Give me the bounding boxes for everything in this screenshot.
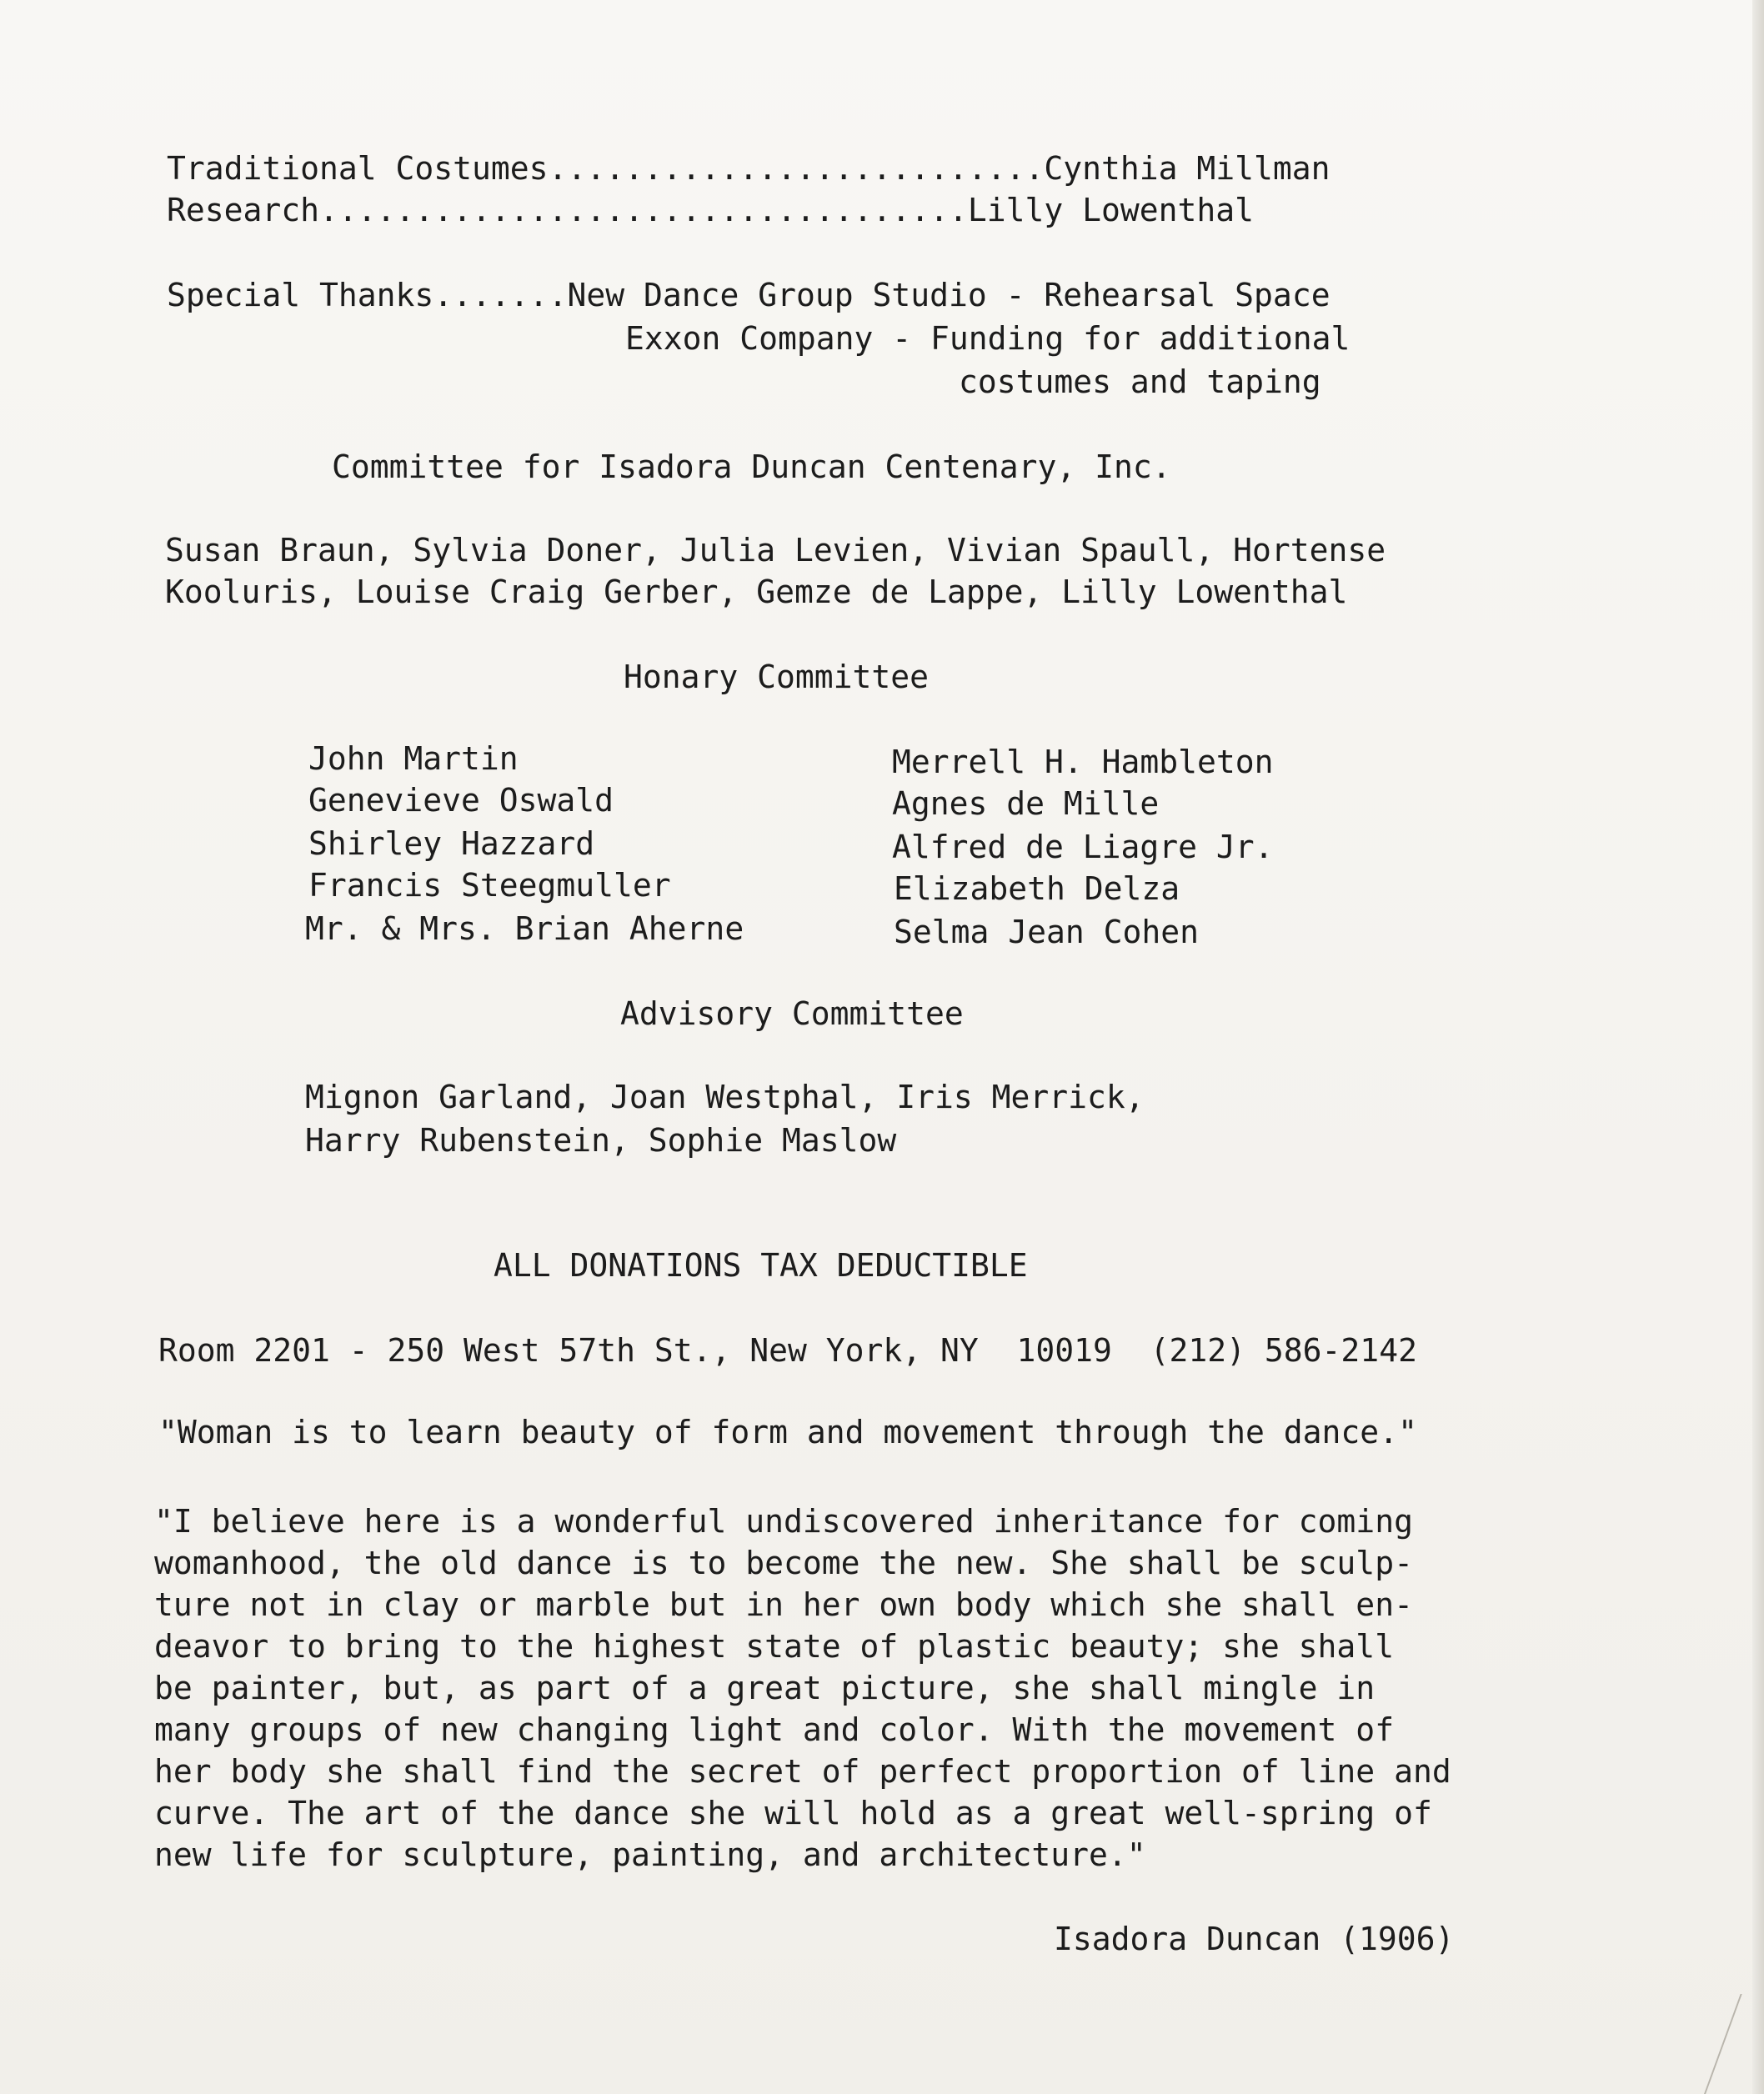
- donations-notice: ALL DONATIONS TAX DEDUCTIBLE: [494, 1247, 1028, 1284]
- honary-member-left: Mr. & Mrs. Brian Aherne: [305, 910, 744, 947]
- honary-member-right: Alfred de Liagre Jr.: [892, 829, 1274, 865]
- honary-member-right: Selma Jean Cohen: [894, 914, 1200, 950]
- special-thanks-dots: .......: [433, 277, 568, 313]
- quote-line: ture not in clay or marble but in her own body which she shall en-: [154, 1586, 1413, 1623]
- quote-long: [154, 1500, 1580, 1876]
- honary-member-left: Francis Steegmuller: [308, 867, 671, 904]
- special-thanks-studio: New Dance Group Studio - Rehearsal Space: [567, 277, 1331, 313]
- committee-title: Committee for Isadora Duncan Centenary, Inc.: [332, 448, 1171, 485]
- address-line: Room 2201 - 250 West 57th St., New York, NY 10019 (212) 586-2142: [158, 1332, 1417, 1369]
- corner-fold: [1704, 1994, 1764, 2094]
- honary-committee-title: Honary Committee: [624, 659, 930, 695]
- honary-member-right: Merrell H. Hambleton: [892, 744, 1274, 780]
- credit-costumes: [167, 150, 1331, 187]
- credit-dots: ..................................: [319, 192, 968, 228]
- advisory-committee-title: Advisory Committee: [620, 995, 964, 1032]
- credit-dots: ..........................: [548, 150, 1045, 187]
- credit-role: Research: [167, 192, 320, 228]
- quote-short: "Woman is to learn beauty of form and movement through the dance.": [158, 1414, 1417, 1450]
- quote-line: new life for sculpture, painting, and architecture.": [154, 1836, 1146, 1873]
- advisory-members-line1: Mignon Garland, Joan Westphal, Iris Merrick,: [305, 1079, 1145, 1115]
- special-thanks-line1: [167, 277, 1331, 313]
- quote-line: be painter, but, as part of a great picture, she shall mingle in: [154, 1670, 1376, 1706]
- credit-role: Traditional Costumes: [167, 150, 549, 187]
- quote-line: "I believe here is a wonderful undiscovered inheritance for coming: [154, 1503, 1413, 1540]
- honary-member-left: Shirley Hazzard: [308, 825, 595, 862]
- quote-line: many groups of new changing light and color. With the movement of: [154, 1711, 1395, 1748]
- quote-line: deavor to bring to the highest state of plastic beauty; she shall: [154, 1628, 1395, 1665]
- credit-research: [167, 192, 1254, 228]
- quote-line: her body she shall find the secret of perfect proportion of line and: [154, 1753, 1451, 1790]
- special-thanks-label: Special Thanks: [167, 277, 434, 313]
- committee-members-line2: Kooluris, Louise Craig Gerber, Gemze de Lappe, Lilly Lowenthal: [165, 574, 1348, 610]
- honary-member-right: Elizabeth Delza: [894, 870, 1180, 907]
- quote-line: curve. The art of the dance she will hold as a great well-spring of: [154, 1795, 1432, 1831]
- paper-edge: [1752, 0, 1764, 2094]
- special-thanks-line3: costumes and taping: [959, 363, 1321, 400]
- committee-members-line1: Susan Braun, Sylvia Doner, Julia Levien, Vivian Spaull, Hortense: [165, 532, 1386, 569]
- credit-name: Lilly Lowenthal: [967, 192, 1255, 228]
- honary-member-right: Agnes de Mille: [892, 785, 1160, 822]
- advisory-members-line2: Harry Rubenstein, Sophie Maslow: [305, 1122, 897, 1159]
- quote-line: womanhood, the old dance is to become the new. She shall be sculp-: [154, 1545, 1413, 1581]
- credit-name: Cynthia Millman: [1044, 150, 1331, 187]
- special-thanks-line2: Exxon Company - Funding for additional: [625, 320, 1351, 357]
- honary-member-left: Genevieve Oswald: [308, 782, 614, 819]
- honary-member-left: John Martin: [308, 740, 519, 777]
- quote-attribution: Isadora Duncan (1906): [1054, 1921, 1455, 1957]
